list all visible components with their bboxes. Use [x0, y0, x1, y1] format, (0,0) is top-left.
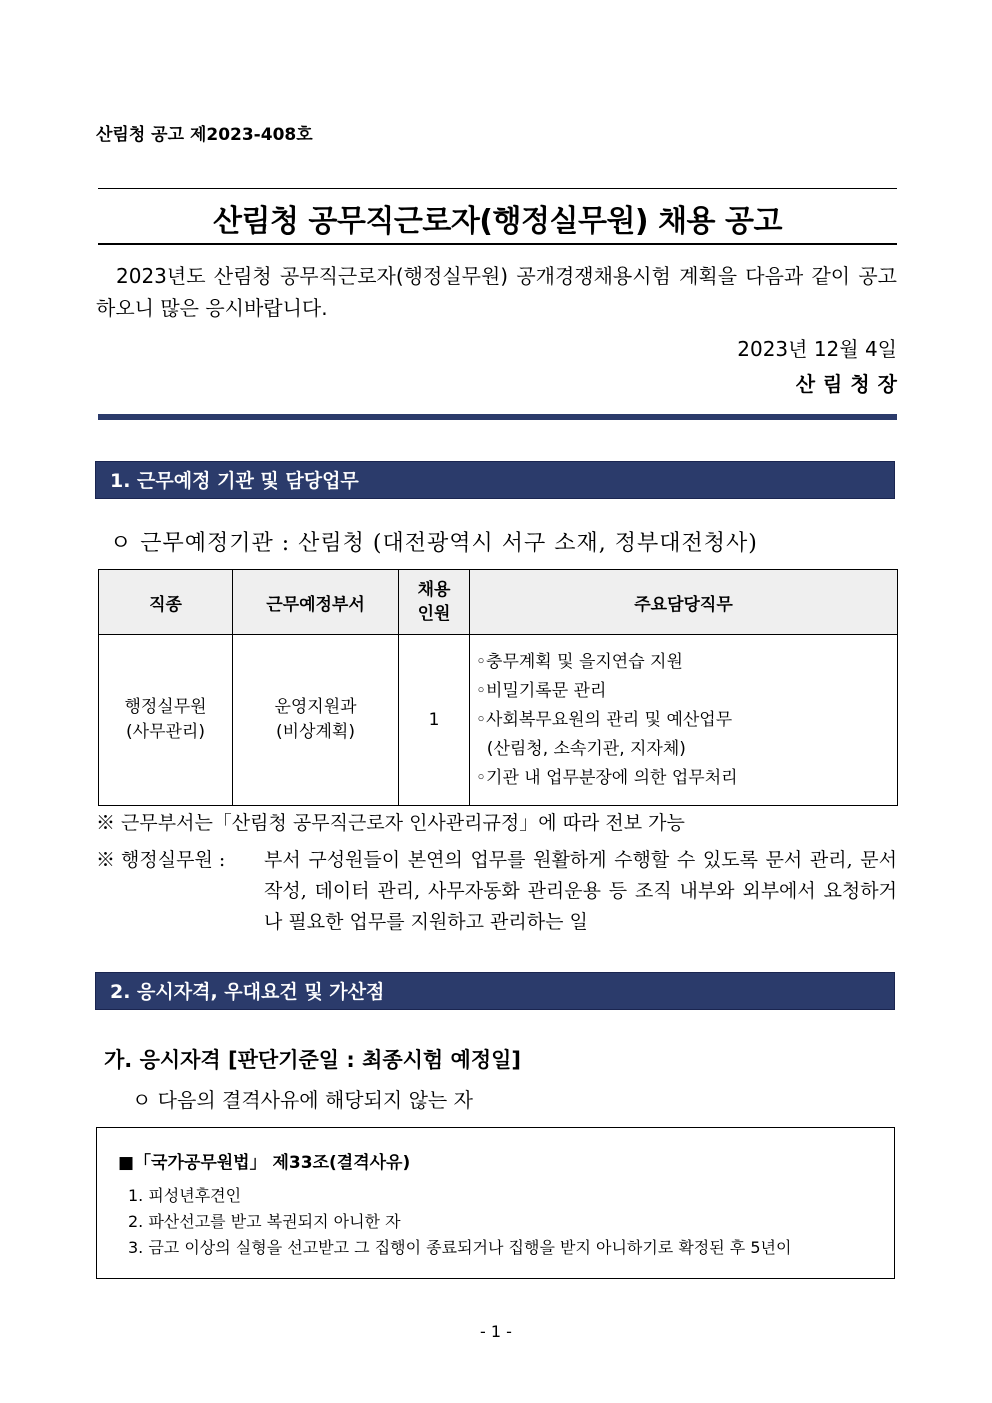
law-item: 3. 금고 이상의 실형을 선고받고 그 집행이 종료되거나 집행을 받지 아니하기로 확정된 후 5년이: [128, 1238, 792, 1257]
headcount-cell: 1: [399, 635, 470, 806]
table-header-row: [99, 570, 898, 635]
role-definition-label: ※ 행정실무원 :: [96, 849, 226, 871]
notice-number: 산림청 공고 제2023-408호: [96, 125, 313, 145]
header-divider: [98, 414, 897, 420]
job-type-name: 행정실무원: [124, 697, 207, 717]
subsection-a-item: ㅇ 다음의 결격사유에 해당되지 않는 자: [132, 1088, 473, 1112]
notice-date: 2023년 12월 4일: [737, 337, 897, 361]
task-item: ◦사회복무요원의 관리 및 예산업무: [476, 709, 733, 730]
task-item: ◦기관 내 업무분장에 의한 업무처리: [476, 767, 738, 788]
intro-paragraph: 2023년도 산림청 공무직근로자(행정실무원) 공개경쟁채용시험 계획을 다음과 같이 공고하오니 많은 응시바랍니다.: [96, 264, 897, 320]
role-definition-body: 부서 구성원들이 본연의 업무를 원활하게 수행할 수 있도록 문서 관리, 문서작성, 데이터 관리, 사무자동화 관리운용 등 조직 내부와 외부에서 요청하거나 필요한 업무를 지원하고 관리하는 일: [264, 849, 897, 933]
task-item: ◦충무계획 및 을지연습 지원: [476, 651, 683, 672]
table-row: [99, 635, 898, 806]
task-item: (산림청, 소속기관, 지자체): [476, 738, 686, 759]
law-item: 2. 파산선고를 받고 복권되지 아니한 자: [128, 1212, 401, 1231]
page-title: 산림청 공무직근로자(행정실무원) 채용 공고: [213, 204, 782, 239]
page-number: - 1 -: [480, 1322, 512, 1341]
table-header-cell: 직종: [99, 570, 233, 635]
department-detail: (비상계획): [276, 722, 355, 742]
job-type-cell: [99, 635, 233, 806]
title-top-rule: [98, 188, 897, 189]
task-item: ◦비밀기록문 관리: [476, 680, 607, 701]
law-heading: ■「국가공무원법」 제33조(결격사유): [118, 1153, 411, 1173]
section-1-heading: 1. 근무예정 기관 및 담당업무: [95, 461, 895, 499]
transfer-note: ※ 근무부서는「산림청 공무직근로자 인사관리규정」에 따라 전보 가능: [96, 812, 685, 834]
job-type-detail: (사무관리): [126, 722, 205, 742]
department-name: 운영지원과: [274, 697, 357, 717]
tasks-cell: [470, 635, 898, 806]
workplace-line: ㅇ 근무예정기관 : 산림청 (대전광역시 서구 소재, 정부대전청사): [110, 531, 758, 556]
law-item: 1. 피성년후견인: [128, 1186, 242, 1205]
table-header-cell: 채용 인원: [399, 570, 470, 635]
subsection-a-heading: 가. 응시자격 [판단기준일 : 최종시험 예정일]: [104, 1048, 521, 1072]
section-2-heading: 2. 응시자격, 우대요건 및 가산점: [95, 972, 895, 1010]
duty-table: [98, 569, 898, 806]
department-cell: [233, 635, 399, 806]
title-bottom-rule: [98, 243, 897, 245]
table-header-cell: 주요담당직무: [470, 570, 898, 635]
issuing-authority: 산림청장: [795, 372, 905, 396]
table-header-cell: 근무예정부서: [233, 570, 399, 635]
